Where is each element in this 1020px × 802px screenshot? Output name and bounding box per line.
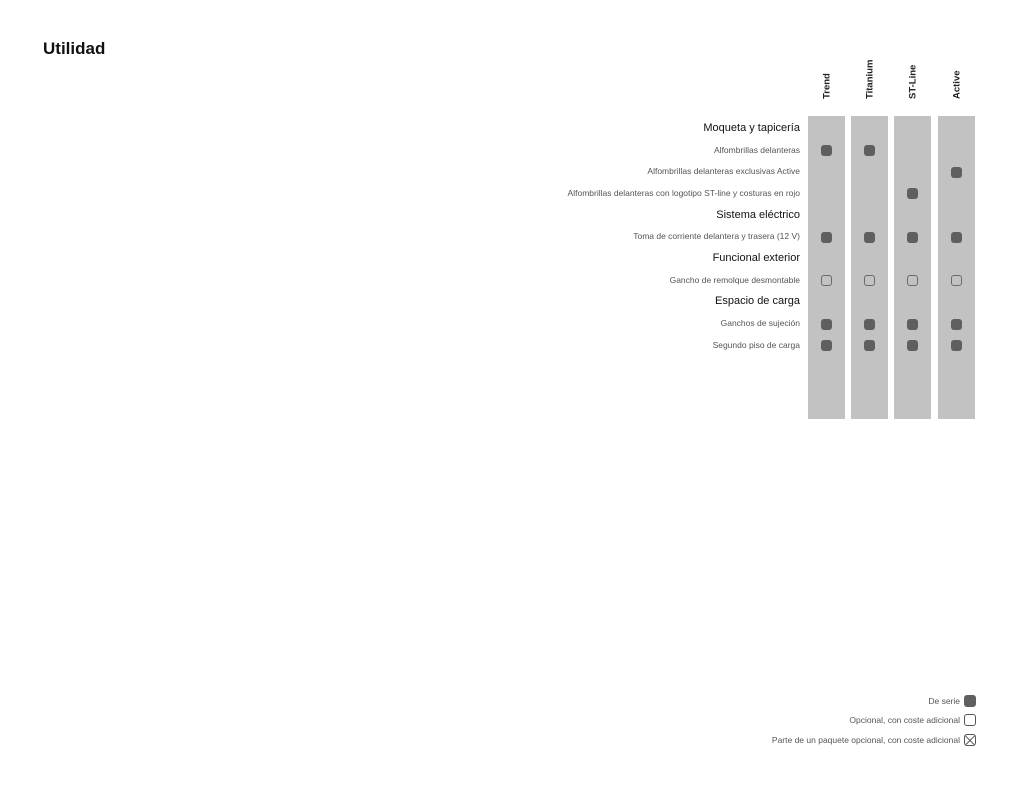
column-band-st-line: [894, 116, 931, 419]
standard-mark-icon: [907, 232, 918, 243]
column-header-label: Active: [951, 70, 962, 99]
feature-label: Alfombrillas delanteras exclusivas Active: [647, 166, 800, 177]
standard-mark-icon: [864, 145, 875, 156]
package-mark-icon: [964, 734, 976, 746]
standard-mark-icon: [821, 340, 832, 351]
standard-mark-icon: [951, 340, 962, 351]
column-header-trend: [808, 50, 845, 110]
column-band-trend: [808, 116, 845, 419]
page-title: Utilidad: [43, 39, 106, 58]
legend-package-label: Parte de un paquete opcional, con coste adicional: [771, 735, 960, 745]
optional-mark-icon: [951, 275, 962, 286]
standard-mark-icon: [951, 167, 962, 178]
standard-mark-icon: [951, 319, 962, 330]
column-band-titanium: [851, 116, 888, 419]
column-header-label: Trend: [821, 73, 832, 99]
optional-mark-icon: [864, 275, 875, 286]
feature-label: Segundo piso de carga: [712, 339, 800, 350]
standard-mark-icon: [864, 340, 875, 351]
column-header-label: ST-Line: [907, 64, 918, 99]
section-heading: Sistema eléctrico: [716, 208, 800, 221]
legend-standard: [928, 694, 976, 708]
standard-mark-icon: [821, 319, 832, 330]
standard-mark-icon: [907, 340, 918, 351]
column-header-label: Titanium: [864, 59, 875, 99]
feature-label: Alfombrillas delanteras: [714, 144, 800, 155]
feature-label: Ganchos de sujeción: [720, 318, 800, 329]
standard-mark-icon: [951, 232, 962, 243]
standard-mark-icon: [907, 188, 918, 199]
section-heading: Espacio de carga: [715, 295, 800, 308]
column-header-active: [938, 50, 975, 110]
optional-mark-icon: [821, 275, 832, 286]
standard-mark-icon: [821, 232, 832, 243]
column-band-active: [938, 116, 975, 419]
feature-label: Toma de corriente delantera y trasera (12 V): [633, 231, 800, 242]
feature-label: Gancho de remolque desmontable: [669, 274, 800, 285]
standard-mark-icon: [864, 319, 875, 330]
legend-optional: [849, 713, 976, 727]
standard-mark-icon: [964, 695, 976, 707]
section-heading: Funcional exterior: [712, 252, 800, 265]
standard-mark-icon: [821, 145, 832, 156]
column-header-titanium: [851, 50, 888, 110]
section-heading: Moqueta y tapicería: [703, 121, 800, 134]
optional-mark-icon: [907, 275, 918, 286]
legend-standard-label: De serie: [928, 696, 960, 706]
standard-mark-icon: [907, 319, 918, 330]
legend-optional-label: Opcional, con coste adicional: [849, 715, 960, 725]
feature-label: Alfombrillas delanteras con logotipo ST-line y costuras en rojo: [567, 187, 800, 198]
standard-mark-icon: [864, 232, 875, 243]
optional-mark-icon: [964, 714, 976, 726]
legend-package: [772, 733, 976, 747]
column-header-st-line: [894, 50, 931, 110]
